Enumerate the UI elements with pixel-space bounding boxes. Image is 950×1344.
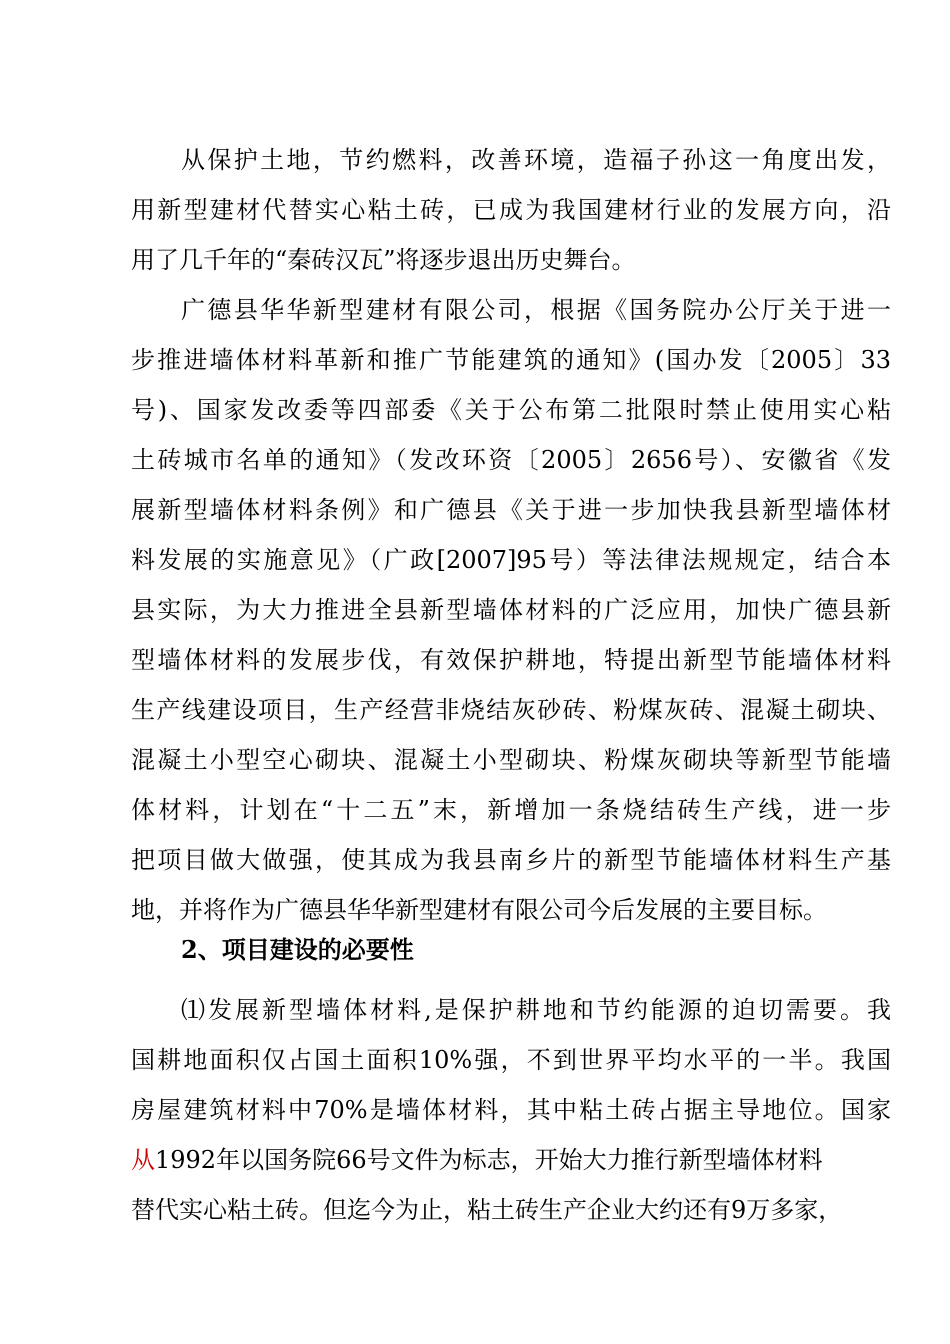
paragraph-2-line-8: 型墙体材料的发展步伐，有效保护耕地，特提出新型节能墙体材料 xyxy=(131,646,891,674)
paragraph-1-line-1: 从保护土地，节约燃料，改善环境，造福子孙这一角度出发， xyxy=(181,146,891,174)
paragraph-3-line-4 xyxy=(131,1143,891,1177)
paragraph-2-line-4: 土砖城市名单的通知》（发改环资〔2005〕2656号）、安徽省《发 xyxy=(131,446,891,474)
paragraph-1-line-3: 用了几千年的“秦砖汉瓦”将逐步退出历史舞台。 xyxy=(131,246,636,274)
paragraph-2-line-9: 生产线建设项目，生产经营非烧结灰砂砖、粉煤灰砖、混凝土砌块、 xyxy=(131,696,891,724)
paragraph-2-line-7: 县实际，为大力推进全县新型墙体材料的广泛应用，加快广德县新 xyxy=(131,596,891,624)
paragraph-3-line-3: 房屋建筑材料中70%是墙体材料，其中粘土砖占据主导地位。国家 xyxy=(131,1096,891,1124)
paragraph-2-line-11: 体材料，计划在“十二五”末，新增加一条烧结砖生产线，进一步 xyxy=(131,796,891,824)
highlighted-character: 从 xyxy=(131,1146,155,1174)
paragraph-2-line-3: 号)、国家发改委等四部委《关于公布第二批限时禁止使用实心粘 xyxy=(131,396,891,424)
paragraph-3-line-2: 国耕地面积仅占国土面积10%强，不到世界平均水平的一半。我国 xyxy=(131,1046,891,1074)
paragraph-3-line-4-text: 1992年以国务院66号文件为标志，开始大力推行新型墙体材料 xyxy=(155,1146,823,1174)
paragraph-2-line-6: 料发展的实施意见》（广政[2007]95号）等法律法规规定，结合本 xyxy=(131,546,891,574)
paragraph-2-line-13: 地，并将作为广德县华华新型建材有限公司今后发展的主要目标。 xyxy=(131,896,827,924)
paragraph-2-line-12: 把项目做大做强，使其成为我县南乡片的新型节能墙体材料生产基 xyxy=(131,846,891,874)
paragraph-2-line-1: 广德县华华新型建材有限公司，根据《国务院办公厅关于进一 xyxy=(181,296,891,324)
paragraph-1-line-2: 用新型建材代替实心粘土砖，已成为我国建材行业的发展方向，沿 xyxy=(131,196,891,224)
section-heading: 2、项目建设的必要性 xyxy=(181,935,414,964)
paragraph-2-line-2: 步推进墙体材料革新和推广节能建筑的通知》(国办发〔2005〕33 xyxy=(131,346,891,374)
paragraph-2-line-10: 混凝土小型空心砌块、混凝土小型砌块、粉煤灰砌块等新型节能墙 xyxy=(131,746,891,774)
paragraph-3-line-5: 替代实心粘土砖。但迄今为止，粘土砖生产企业大约还有9万多家， xyxy=(131,1196,843,1224)
paragraph-2-line-5: 展新型墙体材料条例》和广德县《关于进一步加快我县新型墙体材 xyxy=(131,496,891,524)
paragraph-3-line-1: ⑴发展新型墙体材料,是保护耕地和节约能源的迫切需要。我 xyxy=(181,996,891,1024)
